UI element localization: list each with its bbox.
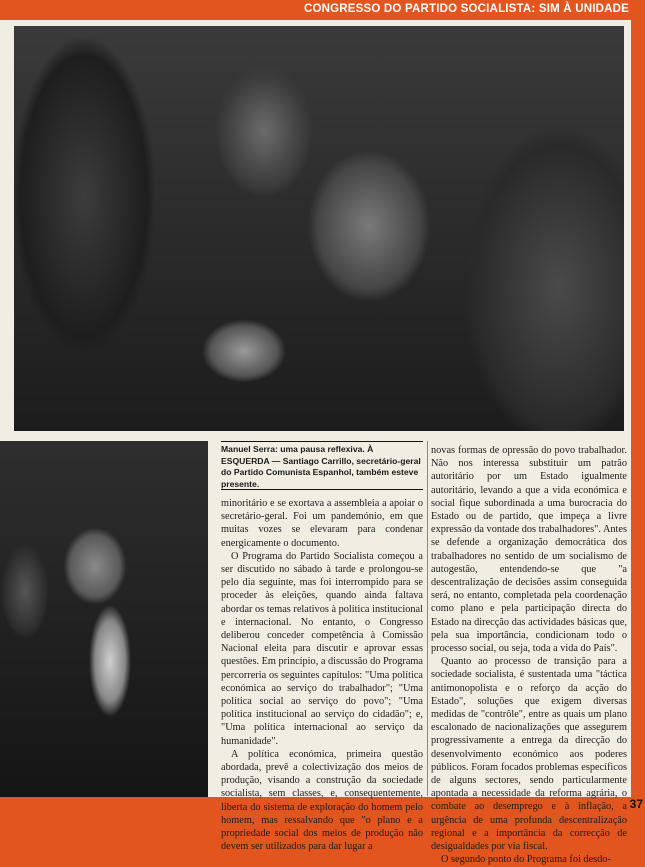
- photo-manuel-serra-congress: [14, 26, 624, 431]
- paragraph: novas formas de opressão do povo trabalhador. Não nos interessa substituir um patrão autoritário por um Estado igualmente autoritário, levando a que a vida económica e social fique subordinada a uma burocracia do Estado ou de partido, que impeça a livre expressão da vontade dos trabalhadores". Antes se defende a organização democrática dos trabalhadores no sentido de um socialismo de autogestão, entendendo-se que "a descentralização de decisões assim conseguida será, no entanto, completada pela coordenação como plano e pela participação directa do Estado na direcção das actividades básicas que, pela sua importância, condicionam todo o processo social, ou seja, toda a vida do País".: [431, 445, 627, 655]
- page-number: 37: [629, 797, 643, 811]
- running-title: CONGRESSO DO PARTIDO SOCIALISTA: SIM À UNIDADE: [303, 3, 629, 15]
- caption-bottom-rule: [221, 489, 423, 490]
- photo-caption: Manuel Serra: uma pausa reflexiva. À ESQUERDA — Santiago Carrillo, secretário-geral do Partido Comunista Espanhol, também esteve presente.: [221, 444, 421, 489]
- paragraph: O segundo ponto do Programa foi desdo-: [441, 854, 611, 866]
- paragraph: A política económica, primeira questão abordada, prevê a colectivização dos meios de produção, visando a construção da sociedade socialista, sem classes, e, consequentemente, liberta do sistema de exploração do homem pelo homem, mas ressalvando que "o plano e a propriedade social dos meios de produção não devem ser utilizados para dar lugar a: [221, 748, 423, 853]
- article-column-middle: [221, 497, 423, 853]
- paragraph: minoritário e se exortava a assembleia a apoiar o secretário-geral. Foi um pandemónio, em que muitas vozes se elevaram para condenar energicamente o documento.: [221, 498, 423, 549]
- column-divider: [427, 441, 428, 796]
- page: [0, 20, 631, 866]
- paragraph: Quanto ao processo de transição para a sociedade socialista, é sustentada uma "táctica antimonopolista e o reforço da acção do Estado", soluções que exigem diversas medidas de "contrôle", entre as quais um plano escalonado de nacionalizações que assegurem progressivamente a entrega da direcção do desenvolvimento económico aos poderes públicos. Foram focados problemas específicos de alguns sectores, sendo particularmente apontada a necessidade da reforma agrária, o combate ao desemprego e à inflação, a urgência de uma profunda descentralização regional e a importância da correcção de desigualdades por via fiscal.: [431, 656, 627, 853]
- paragraph: O Programa do Partido Socialista começou a ser discutido no sábado à tarde e prolongou-se pelo dia seguinte, mas foi interrompido para se proceder às eleições, quando ainda faltava abordar os temas relativos à política institucional e internacional. No entanto, o Congresso deliberou conceder competência à Comissão Nacional eleita para discutir e aprovar essas questões. Em princípio, a discussão do Programa percorreria os seguintes capítulos: "Uma política económica ao serviço do trabalhador"; "Uma política social ao serviço do povo"; "Uma política institucional ao serviço do cidadão"; e, "Uma política internacional ao serviço da humanidade".: [221, 550, 423, 747]
- page-header-band: [0, 0, 645, 20]
- photo-santiago-carrillo: [0, 441, 208, 797]
- article-column-right: [431, 444, 627, 867]
- caption-top-rule: [221, 441, 423, 442]
